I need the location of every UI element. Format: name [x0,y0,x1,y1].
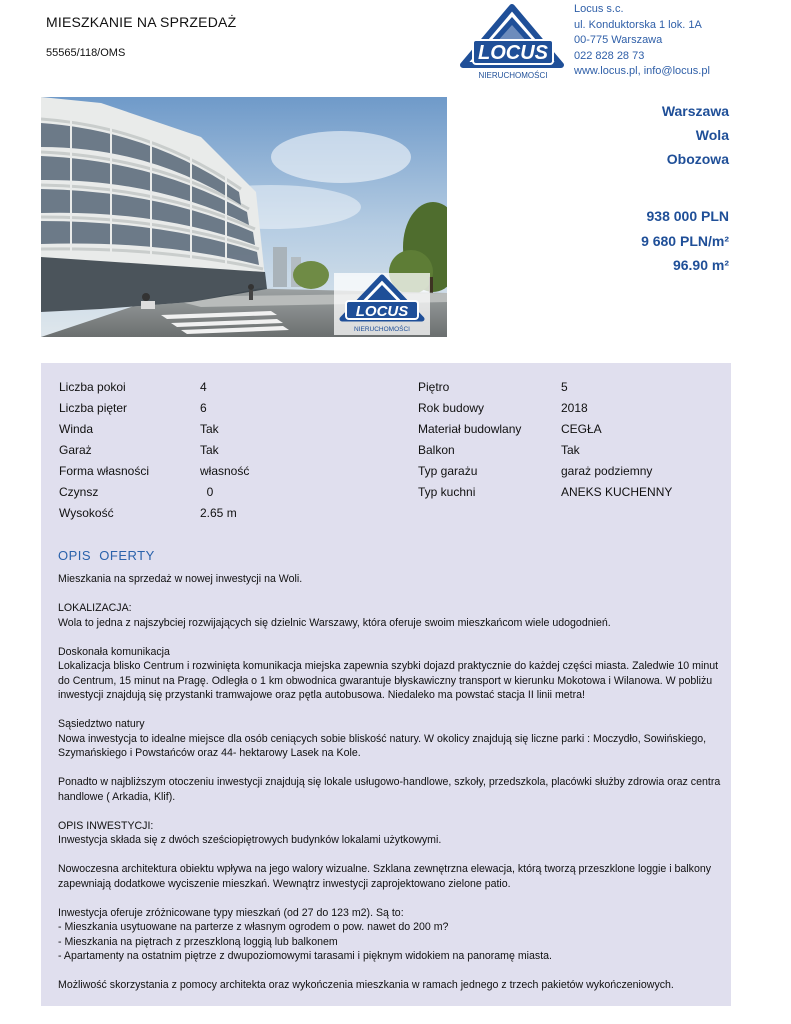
param-value: 0 [200,485,214,499]
photo-watermark-logo [334,273,430,335]
company-name: Locus s.c. [574,3,624,15]
param-label: Forma własności [59,464,150,478]
description-line: Inwestycja składa się z dwóch sześciopiętrowych budynków lokalami użytkowymi. [58,834,442,846]
description-line: - Mieszkania na piętrach z przeszkloną loggią lub balkonem [58,935,338,948]
offer-description [58,572,723,993]
param-label: Typ kuchni [418,485,476,499]
description-line: Możliwość skorzystania z pomocy architekta oraz wykończenia mieszkania w ramach jednego z trzech pakietów wykończeniowych. [58,979,674,991]
description-line: OPIS INWESTYCJI: [58,819,154,832]
paragraph-gap [58,964,723,979]
description-line: Lokalizacja blisko Centrum i rozwinięta komunikacja miejska zapewnia szybki dojazd praktycznie do każdej części miasta. Zaledwie 10 minut do Centrum, 15 minut na Pragę. Odległa o 1 km obwodnica gwarantuje błyskawiczny transport w kierunku Mokotowa i Wilanowa. W pobliżu inwestycji znajdują się przystanki tramwajowe oraz pętla autobusowa. Niedaleko ma powstać stacja II linii metra! [58,660,719,701]
price-block [641,204,729,278]
param-value: 5 [561,380,568,394]
company-web-link[interactable]: www.locus.pl, info@locus.pl [574,65,710,77]
param-label: Rok budowy [418,401,485,415]
photo-logo-subtext: NIERUCHOMOŚCI [354,326,410,333]
param-value: 4 [200,380,207,394]
paragraph-gap [58,761,723,776]
paragraph-gap [58,848,723,863]
details-panel [41,363,731,1006]
param-label: Liczba pokoi [59,380,126,394]
location-street: Obozowa [666,151,729,167]
company-street: ul. Konduktorska 1 lok. 1A [574,18,702,31]
param-value: 6 [200,401,207,415]
description-line: Doskonała komunikacja [58,645,170,658]
area: 96.90 m² [672,257,729,273]
description-line: Mieszkania na sprzedaż w nowej inwestycji na Woli. [58,573,303,585]
param-label: Garaż [59,443,92,457]
param-value: Tak [200,422,219,436]
description-line: Ponadto w najbliższym otoczeniu inwestycji znajdują się lokale usługowo-handlowe, szkoły, przedszkola, placówki służby zdrowia oraz centra handlowe ( Arkadia, Klif). [58,776,721,803]
param-label: Wysokość [59,506,114,520]
page-title: MIESZKANIE NA SPRZEDAŻ [46,14,237,30]
param-label: Winda [59,422,94,436]
param-label: Czynsz [59,485,99,499]
param-label: Liczba pięter [59,401,128,415]
logo-wordmark: LOCUS [478,42,548,64]
location-district: Wola [695,127,729,143]
logo-subtext: NIERUCHOMOŚCI [478,71,548,80]
paragraph-gap [58,703,723,718]
description-line: Inwestycja oferuje zróżnicowane typy mieszkań (od 27 do 123 m2). Są to: [58,906,404,919]
location-block [662,99,729,171]
company-postal: 00-775 Warszawa [574,34,663,46]
price-per-m2: 9 680 PLN/m² [641,232,729,249]
photo-logo-wordmark: LOCUS [355,303,409,320]
description-line: - Apartamenty na ostatnim piętrze z dwupoziomowymi tarasami i pięknym widokiem na panoramę miasta. [58,950,552,962]
param-value: garaż podziemny [561,464,653,478]
property-photo[interactable] [41,97,447,337]
param-value: 2018 [561,401,588,415]
param-label: Materiał budowlany [418,422,522,436]
company-contact [574,2,710,80]
description-line: Nowoczesna architektura obiektu wpływa na jego walory wizualne. Szklana zewnętrzna elewacja, którą tworzą przeszklone loggie i balkony zapewniają dodatkowe wyciszenie mieszkań. Wewnątrz inwestycji zaprojektowano zielone patio. [58,863,712,890]
paragraph-gap [58,804,723,819]
param-label: Balkon [418,443,455,457]
param-value: Tak [200,443,219,457]
paragraph-gap [58,891,723,906]
description-heading: OPIS OFERTY [58,548,155,563]
param-value: CEGŁA [561,422,602,436]
locus-logo [459,3,565,85]
param-label: Piętro [418,380,450,394]
offer-reference: 55565/118/OMS [46,47,126,59]
description-line: - Mieszkania usytuowane na parterze z własnym ogrodem o pow. nawet do 200 m? [58,921,449,933]
param-value: 2.65 m [200,506,237,520]
paragraph-gap [58,630,723,645]
paragraph-gap [58,587,723,602]
description-line: LOKALIZACJA: [58,602,132,614]
description-line: Nowa inwestycja to idealne miejsce dla osób ceniących sobie bliskość natury. W okolicy znajdują się liczne parki : Moczydło, Sowińskiego, Szymańskiego i Powstańców oraz 44- hektarowy Lasek na Kole. [58,732,707,759]
description-line: Sąsiedztwo natury [58,718,145,730]
param-value: Tak [561,443,580,457]
price-total: 938 000 PLN [646,208,729,224]
description-line: Wola to jedna z najszybciej rozwijających się dzielnic Warszawy, która oferuje swoim mieszkańcom wiele udogodnień. [58,616,611,629]
company-phone: 022 828 28 73 [574,49,645,62]
param-value: ANEKS KUCHENNY [561,485,673,499]
param-value: własność [200,464,250,478]
location-city: Warszawa [661,103,729,119]
param-label: Typ garażu [418,464,478,478]
